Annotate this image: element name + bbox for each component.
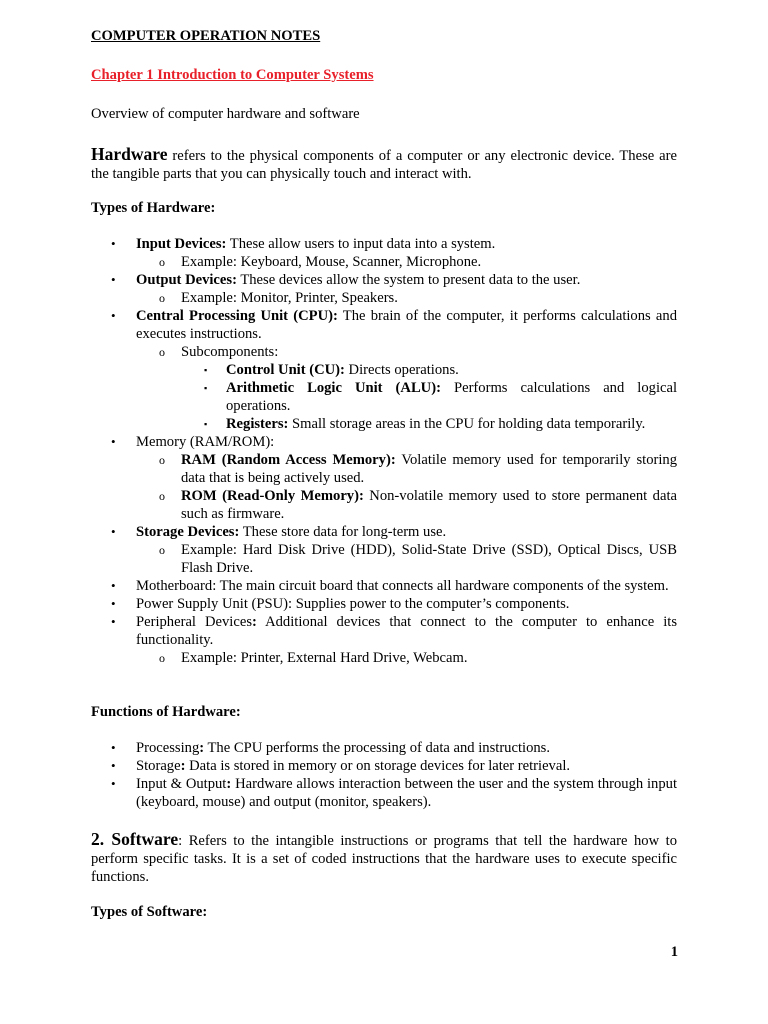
list-item-memory xyxy=(91,433,677,451)
page-number: 1 xyxy=(670,944,678,960)
list-item-storage-function xyxy=(91,757,677,775)
list-item-cpu xyxy=(91,307,677,343)
list-subitem-peripheral-example xyxy=(91,649,677,667)
bullet-marker: • xyxy=(111,434,116,449)
item-text: These store data for long-term use. xyxy=(239,524,447,540)
item-text: Volatile memory used for temporarily storing data that is being actively used. xyxy=(181,452,678,486)
bullet-marker: • xyxy=(111,308,116,323)
circle-marker: o xyxy=(159,489,165,503)
list-subitem-control-unit xyxy=(91,361,677,379)
item-text: Example: Printer, External Hard Drive, Webcam. xyxy=(181,650,468,666)
item-term: Arithmetic Logic Unit (ALU): xyxy=(226,380,441,396)
item-label: Storage xyxy=(136,758,181,774)
item-colon: : xyxy=(199,740,205,756)
item-text: Power Supply Unit (PSU): Supplies power to the computer’s components. xyxy=(136,596,570,612)
item-colon: : xyxy=(252,614,257,630)
item-text: Motherboard: The main circuit board that connects all hardware components of the system. xyxy=(136,578,669,594)
circle-marker: o xyxy=(159,543,165,557)
item-label: Peripheral Devices xyxy=(136,614,252,630)
item-term: Control Unit (CU): xyxy=(226,362,345,378)
item-text: Performs calculations and logical operations. xyxy=(226,380,678,414)
bullet-marker: • xyxy=(111,740,116,755)
list-item-input-output xyxy=(91,775,677,811)
item-text: Data is stored in memory or on storage devices for later retrieval. xyxy=(185,758,571,774)
circle-marker: o xyxy=(159,651,165,665)
list-item-output-devices xyxy=(91,271,677,289)
item-text: Example: Monitor, Printer, Speakers. xyxy=(181,290,398,306)
list-subitem-input-example xyxy=(91,253,677,271)
item-term: Storage Devices: xyxy=(136,524,240,540)
hardware-intro-text: refers to the physical components of a computer or any electronic device. These are the tangible parts that you can physically touch and interact with. xyxy=(91,148,677,182)
item-text: Example: Keyboard, Mouse, Scanner, Microphone. xyxy=(181,254,482,270)
list-item-psu xyxy=(91,595,677,613)
item-text: Small storage areas in the CPU for holding data temporarily. xyxy=(288,416,646,432)
item-term: Input Devices: xyxy=(136,236,227,252)
hardware-intro-paragraph xyxy=(91,145,677,183)
item-text: Non-volatile memory used to store permanent data such as firmware. xyxy=(181,488,677,522)
item-text: These allow users to input data into a system. xyxy=(226,236,496,252)
hardware-term: Hardware xyxy=(91,144,168,164)
item-text: Memory (RAM/ROM): xyxy=(136,434,275,450)
software-term: 2. Software xyxy=(91,829,179,849)
list-subitem-output-example xyxy=(91,289,677,307)
overview-line: Overview of computer hardware and software xyxy=(91,106,360,122)
bullet-marker: • xyxy=(111,578,116,593)
item-colon: : xyxy=(180,758,186,774)
list-item-peripheral-devices xyxy=(91,613,677,649)
item-colon: : xyxy=(226,776,232,792)
item-term: Registers: xyxy=(226,416,289,432)
item-label: Input & Output xyxy=(136,776,227,792)
list-item-motherboard xyxy=(91,577,677,595)
types-of-software-heading: Types of Software: xyxy=(91,904,208,920)
square-marker: ▪ xyxy=(204,365,208,375)
item-term: Central Processing Unit (CPU): xyxy=(136,308,338,324)
list-item-storage-devices xyxy=(91,523,677,541)
item-label: Processing xyxy=(136,740,200,756)
item-text: The CPU performs the processing of data and instructions. xyxy=(204,740,550,756)
item-text: These devices allow the system to present data to the user. xyxy=(236,272,581,288)
list-subitem-ram xyxy=(91,451,677,487)
item-term: Output Devices: xyxy=(136,272,237,288)
list-subitem-storage-example xyxy=(91,541,677,577)
list-subitem-alu xyxy=(91,379,677,415)
types-of-hardware-heading: Types of Hardware: xyxy=(91,200,216,216)
item-text: Subcomponents: xyxy=(181,344,279,360)
bullet-marker: • xyxy=(111,596,116,611)
list-item-processing xyxy=(91,739,677,757)
functions-of-hardware-heading: Functions of Hardware: xyxy=(91,704,241,720)
item-text: Example: Hard Disk Drive (HDD), Solid-State Drive (SSD), Optical Discs, USB Flash Drive. xyxy=(181,542,677,576)
square-marker: ▪ xyxy=(204,383,208,393)
circle-marker: o xyxy=(159,255,165,269)
item-text: The brain of the computer, it performs calculations and executes instructions. xyxy=(136,308,677,342)
list-subitem-subcomponents xyxy=(91,343,677,361)
item-term: RAM (Random Access Memory): xyxy=(181,452,396,468)
software-intro-text: : Refers to the intangible instructions or programs that tell the hardware how to perform specific tasks. It is a set of coded instructions that the hardware uses to execute specific functions. xyxy=(91,833,677,885)
chapter-heading: Chapter 1 Introduction to Computer Systems xyxy=(91,67,374,83)
list-subitem-rom xyxy=(91,487,677,523)
circle-marker: o xyxy=(159,345,165,359)
bullet-marker: • xyxy=(111,614,116,629)
functions-list xyxy=(91,739,677,811)
bullet-marker: • xyxy=(111,758,116,773)
list-subitem-registers xyxy=(91,415,677,433)
circle-marker: o xyxy=(159,453,165,467)
square-marker: ▪ xyxy=(204,419,208,429)
bullet-marker: • xyxy=(111,776,116,791)
document-title: COMPUTER OPERATION NOTES xyxy=(91,28,321,44)
item-text: Additional devices that connect to the computer to enhance its functionality. xyxy=(136,614,677,648)
item-text: Directs operations. xyxy=(344,362,459,378)
bullet-marker: • xyxy=(111,236,116,251)
bullet-marker: • xyxy=(111,272,116,287)
software-intro-paragraph xyxy=(91,830,677,886)
hardware-list xyxy=(91,235,677,667)
item-term: ROM (Read-Only Memory): xyxy=(181,488,364,504)
circle-marker: o xyxy=(159,291,165,305)
item-text: Hardware allows interaction between the user and the system through input (keyboard, mouse) and output (monitor, speakers). xyxy=(136,776,677,810)
list-item-input-devices xyxy=(91,235,677,253)
bullet-marker: • xyxy=(111,524,116,539)
